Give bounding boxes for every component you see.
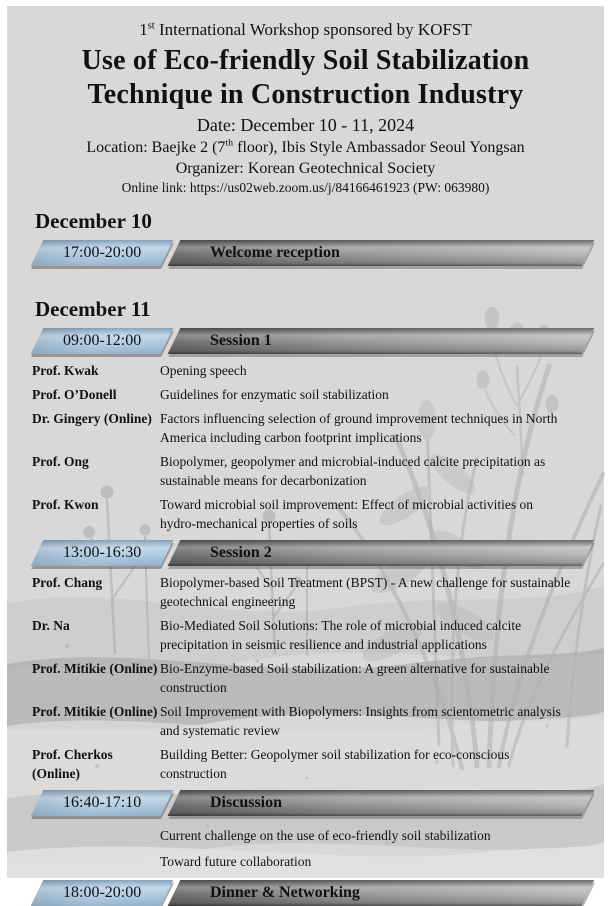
discussion-notes: [160, 826, 604, 871]
page-title: Use of Eco-friendly Soil Stabilization Technique in Construction Industry: [81, 45, 530, 110]
speaker-name: Prof. O’Donell: [32, 387, 117, 402]
event-banner-session1: [37, 328, 588, 354]
poster-header: [7, 6, 604, 197]
agenda-row: [7, 385, 604, 404]
session-band: [168, 880, 595, 906]
speaker-name: Prof. Kwak: [32, 363, 99, 378]
session-label: Session 1: [210, 332, 272, 349]
talk-title: Biopolymer, geopolymer and microbial-induced calcite precipitation as sustainable means for decarbonization: [160, 454, 546, 488]
talk-title: Opening speech: [160, 363, 247, 378]
agenda-row: [7, 616, 604, 654]
talk-title: Guidelines for enzymatic soil stabilization: [160, 387, 389, 402]
event-banner-discussion: [37, 790, 588, 816]
event-banner-session2: [37, 540, 588, 566]
talk-title: Bio-Enzyme-based Soil stabilization: A green alternative for sustainable construction: [160, 661, 550, 695]
event-date: Date: December 10 - 11, 2024: [196, 115, 415, 135]
time-chip: 09:00-12:00: [31, 328, 174, 354]
talk-title: Factors influencing selection of ground improvement techniques in North America including carbon footprint implications: [160, 411, 558, 445]
time-chip: 16:40-17:10: [31, 790, 174, 816]
session-band: [168, 328, 595, 354]
time-chip: 17:00-20:00: [31, 240, 174, 266]
agenda-row: [7, 659, 604, 697]
day-heading-dec11: December 11: [35, 297, 151, 321]
superscript: st: [147, 20, 155, 32]
program-poster: [7, 6, 604, 901]
agenda-row: [7, 573, 604, 611]
talk-title: Biopolymer-based Soil Treatment (BPST) - A new challenge for sustainable geotechnical engineering: [160, 575, 571, 609]
speaker-name: Prof. Mitikie (Online): [32, 704, 158, 719]
speaker-name: Prof. Chang: [32, 575, 103, 590]
day-heading-dec10: December 10: [35, 209, 152, 233]
session-label: Discussion: [210, 794, 283, 811]
session-label: Welcome reception: [210, 244, 340, 261]
discussion-note: Current challenge on the use of eco-friendly soil stabilization: [160, 828, 491, 843]
speaker-name: Prof. Kwon: [32, 497, 99, 512]
agenda-row: [7, 452, 604, 490]
workshop-subtitle: 1st International Workshop sponsored by KOFST: [139, 20, 472, 39]
speaker-name: Dr. Gingery (Online): [32, 411, 152, 426]
speaker-name: Prof. Cherkos (Online): [32, 747, 113, 781]
time-chip: 18:00-20:00: [31, 880, 174, 906]
agenda-row: [7, 495, 604, 533]
session1-agenda: [7, 361, 604, 533]
talk-title: Bio-Mediated Soil Solutions: The role of microbial induced calcite precipitation in seismic resilience and industrial applications: [160, 618, 522, 652]
agenda-row: [7, 702, 604, 740]
speaker-name: Dr. Na: [32, 618, 70, 633]
event-location: Location: Baejke 2 (7th floor), Ibis Style Ambassador Seoul Yongsan: [86, 137, 525, 156]
online-link[interactable]: Online link: https://us02web.zoom.us/j/84166461923 (PW: 063980): [121, 180, 490, 195]
talk-title: Building Better: Geopolymer soil stabilization for eco-conscious construction: [160, 747, 510, 781]
agenda-row: [7, 745, 604, 783]
superscript: th: [225, 137, 234, 149]
agenda-row: [7, 409, 604, 447]
session-band: [168, 790, 595, 816]
session-band: [168, 540, 595, 566]
event-banner-welcome: [37, 240, 588, 266]
discussion-note: Toward future collaboration: [160, 854, 312, 869]
event-banner-dinner: [37, 880, 588, 906]
talk-title: Soil Improvement with Biopolymers: Insights from scientometric analysis and systematic review: [160, 704, 561, 738]
session2-agenda: [7, 573, 604, 783]
session-label: Session 2: [210, 544, 272, 561]
time-chip: 13:00-16:30: [31, 540, 174, 566]
speaker-name: Prof. Ong: [32, 454, 89, 469]
session-band: [168, 240, 595, 266]
event-organizer: Organizer: Korean Geotechnical Society: [175, 160, 436, 177]
speaker-name: Prof. Mitikie (Online): [32, 661, 158, 676]
session-label: Dinner & Networking: [210, 884, 360, 901]
talk-title: Toward microbial soil improvement: Effect of microbial activities on hydro-mechanical properties of soils: [160, 497, 533, 531]
agenda-row: [7, 361, 604, 380]
